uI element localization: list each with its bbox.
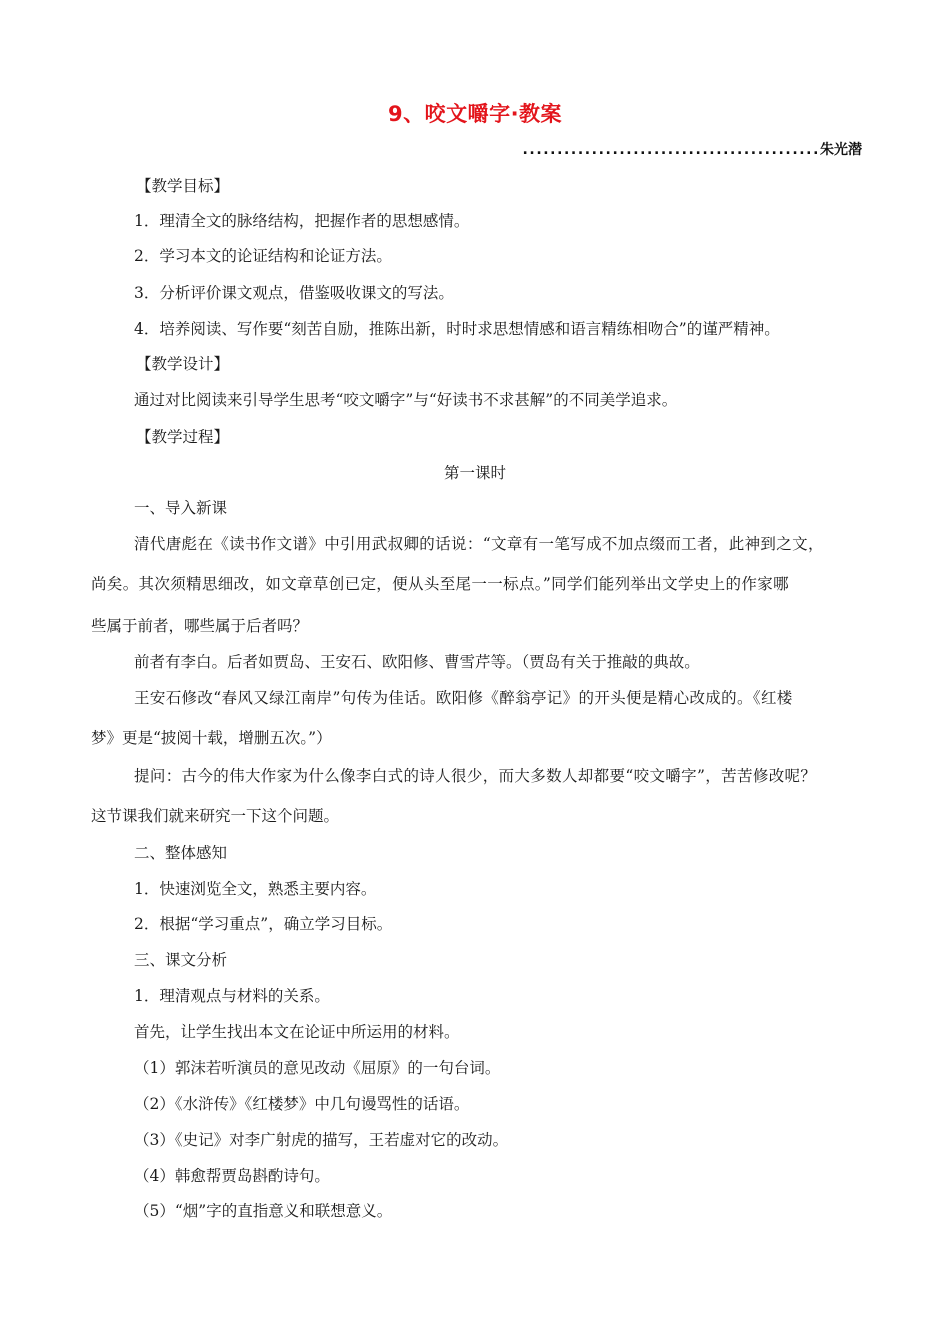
overall-heading: 二、整体感知 xyxy=(134,844,228,862)
objective-item-1: 1．理清全文的脉络结构，把握作者的思想感情。 xyxy=(134,212,470,230)
intro-paragraph-1-line-1: 清代唐彪在《读书作文谱》中引用武叔卿的话说：“文章有一笔写成不加点缀而工者，此神到之文， xyxy=(134,535,824,553)
intro-heading: 一、导入新课 xyxy=(134,499,228,517)
material-item-4: （4）韩愈帮贾岛斟酌诗句。 xyxy=(134,1167,330,1185)
objective-item-3: 3．分析评价课文观点，借鉴吸收课文的写法。 xyxy=(134,284,454,302)
author-line xyxy=(450,139,862,159)
overall-item-2: 2．根据“学习重点”，确立学习目标。 xyxy=(134,915,393,933)
material-item-2: （2）《水浒传》《红楼梦》中几句谩骂性的话语。 xyxy=(134,1095,470,1113)
objectives-label: 【教学目标】 xyxy=(136,177,230,195)
lesson-heading: 第一课时 xyxy=(443,464,506,482)
design-label: 【教学设计】 xyxy=(136,355,230,373)
intro-paragraph-2: 前者有李白。后者如贾岛、王安石、欧阳修、曹雪芹等。（贾岛有关于推敲的典故。 xyxy=(134,653,700,671)
intro-paragraph-4-line-1: 提问：古今的伟大作家为什么像李白式的诗人很少，而大多数人却都要“咬文嚼字”，苦苦修改呢？ xyxy=(134,767,817,785)
overall-item-1: 1．快速浏览全文，熟悉主要内容。 xyxy=(134,880,377,898)
analysis-item-1: 1．理清观点与材料的关系。 xyxy=(134,987,330,1005)
analysis-heading: 三、课文分析 xyxy=(134,951,228,969)
intro-paragraph-1-line-2: 尚矣。其次须精思细改，如文章草创已定，便从头至尾一一标点。”同学们能列举出文学史上的作家哪 xyxy=(91,575,789,593)
material-item-5: （5）“烟”字的直指意义和联想意义。 xyxy=(134,1202,393,1220)
analysis-intro: 首先，让学生找出本文在论证中所运用的材料。 xyxy=(134,1023,460,1041)
material-item-3: （3）《史记》对李广射虎的描写，王若虚对它的改动。 xyxy=(134,1131,509,1149)
intro-paragraph-3-line-1: 王安石修改“春风又绿江南岸”句传为佳话。欧阳修《醉翁亭记》的开头便是精心改成的。《红楼 xyxy=(134,689,793,707)
objective-item-2: 2．学习本文的论证结构和论证方法。 xyxy=(134,247,392,265)
intro-paragraph-4-line-2: 这节课我们就来研究一下这个问题。 xyxy=(91,807,340,825)
intro-paragraph-1-line-3: 些属于前者，哪些属于后者吗？ xyxy=(91,617,309,635)
material-item-1: （1）郭沫若听演员的意见改动《屈原》的一句台词。 xyxy=(134,1059,501,1077)
author-name: 朱光潜 xyxy=(820,142,862,158)
design-text: 通过对比阅读来引导学生思考“咬文嚼字”与“好读书不求甚解”的不同美学追求。 xyxy=(134,391,678,409)
objective-item-4: 4．培养阅读、写作要“刻苦自励，推陈出新，时时求思想情感和语言精练相吻合”的谨严精神。 xyxy=(134,320,780,338)
author-leader-dots: ........................................... xyxy=(522,142,820,158)
process-label: 【教学过程】 xyxy=(136,428,230,446)
intro-paragraph-3-line-2: 梦》更是“披阅十载，增删五次。”） xyxy=(91,729,332,747)
page-title: 9、咬文嚼字·教案 xyxy=(387,102,563,126)
